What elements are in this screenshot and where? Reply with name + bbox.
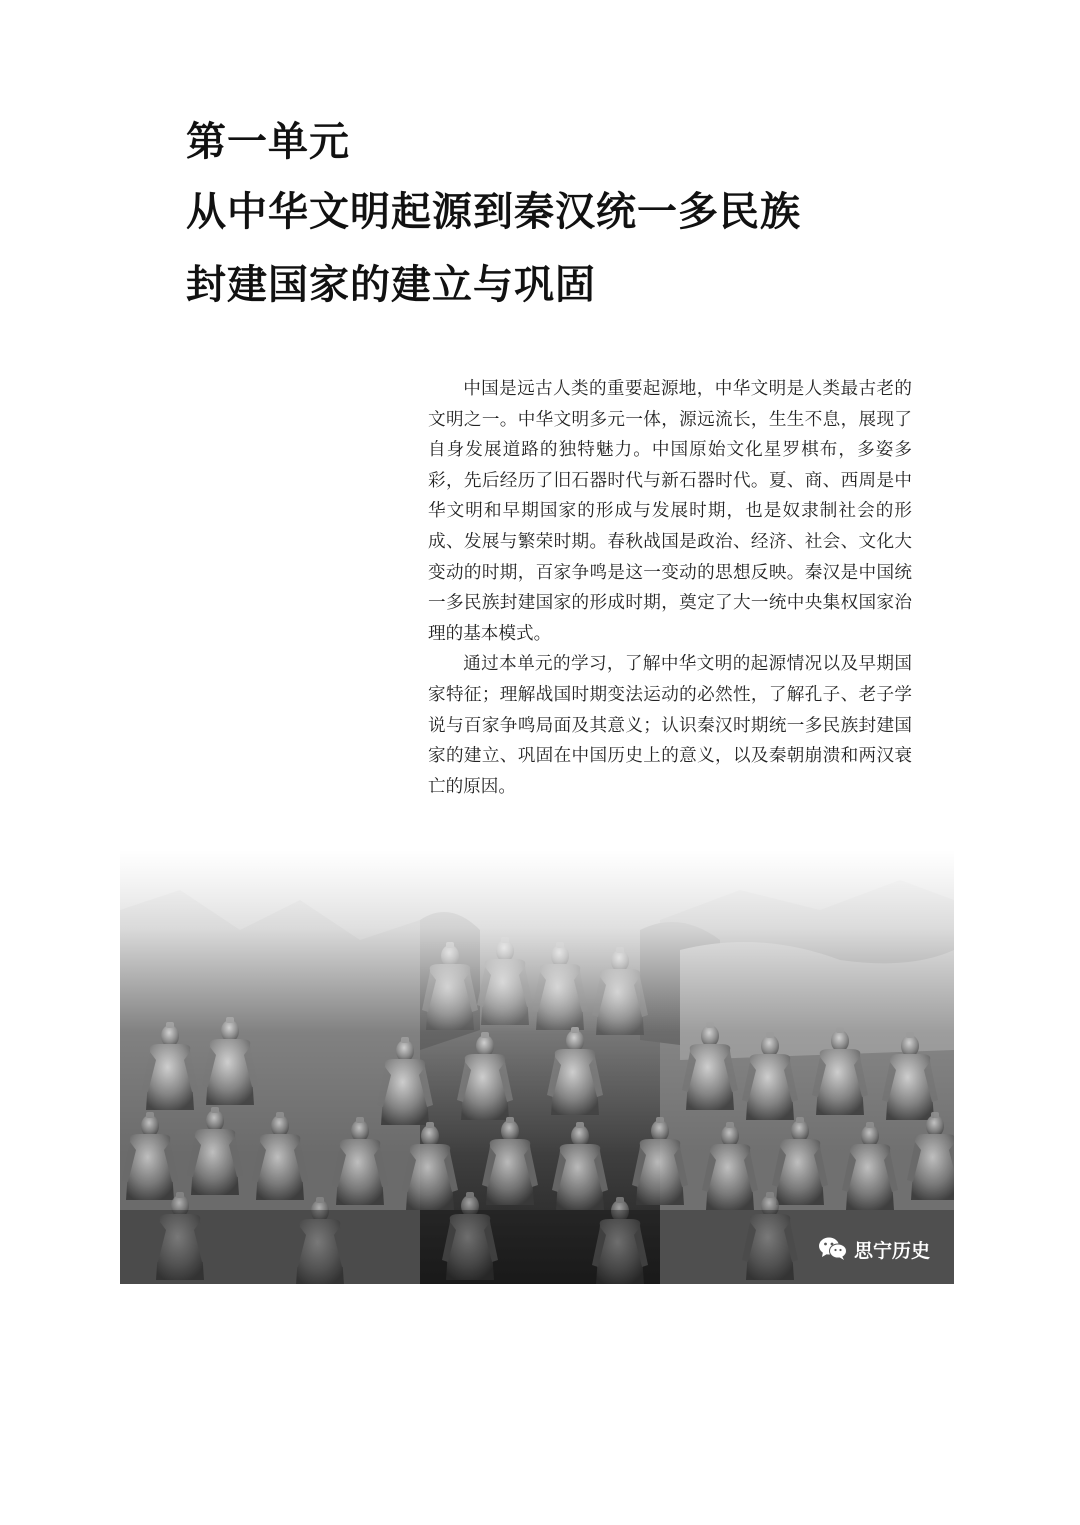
unit-label: 第一单元 xyxy=(186,119,350,165)
terracotta-warriors-photo xyxy=(120,850,954,1284)
wechat-icon xyxy=(818,1236,848,1262)
unit-title-block xyxy=(186,118,886,309)
unit-title-line-2: 封建国家的建立与巩固 xyxy=(186,262,596,308)
intro-paragraph-1: 中国是远古人类的重要起源地，中华文明是人类最古老的文明之一。中华文明多元一体，源远流长，生生不息，展现了自身发展道路的独特魅力。中国原始文化星罗棋布，多姿多彩，先后经历了旧石器时代与新石器时代。夏、商、西周是中华文明和早期国家的形成与发展时期，也是奴隶制社会的形成、发展与繁荣时期。春秋战国是政治、经济、社会、文化大变动的时期，百家争鸣是这一变动的思想反映。秦汉是中国统一多民族封建国家的形成时期，奠定了大一统中央集权国家治理的基本模式。 xyxy=(428,379,912,644)
unit-introduction xyxy=(428,374,912,802)
intro-paragraph-2: 通过本单元的学习，了解中华文明的起源情况以及早期国家特征；理解战国时期变法运动的必然性，了解孔子、老子学说与百家争鸣局面及其意义；认识秦汉时期统一多民族封建国家的建立、巩固在中国历史上的意义，以及秦朝崩溃和两汉衰亡的原因。 xyxy=(428,654,912,797)
unit-title-line-1: 从中华文明起源到秦汉统一多民族 xyxy=(186,189,801,235)
watermark-text: 思宁历史 xyxy=(854,1239,931,1262)
watermark xyxy=(818,1234,930,1264)
